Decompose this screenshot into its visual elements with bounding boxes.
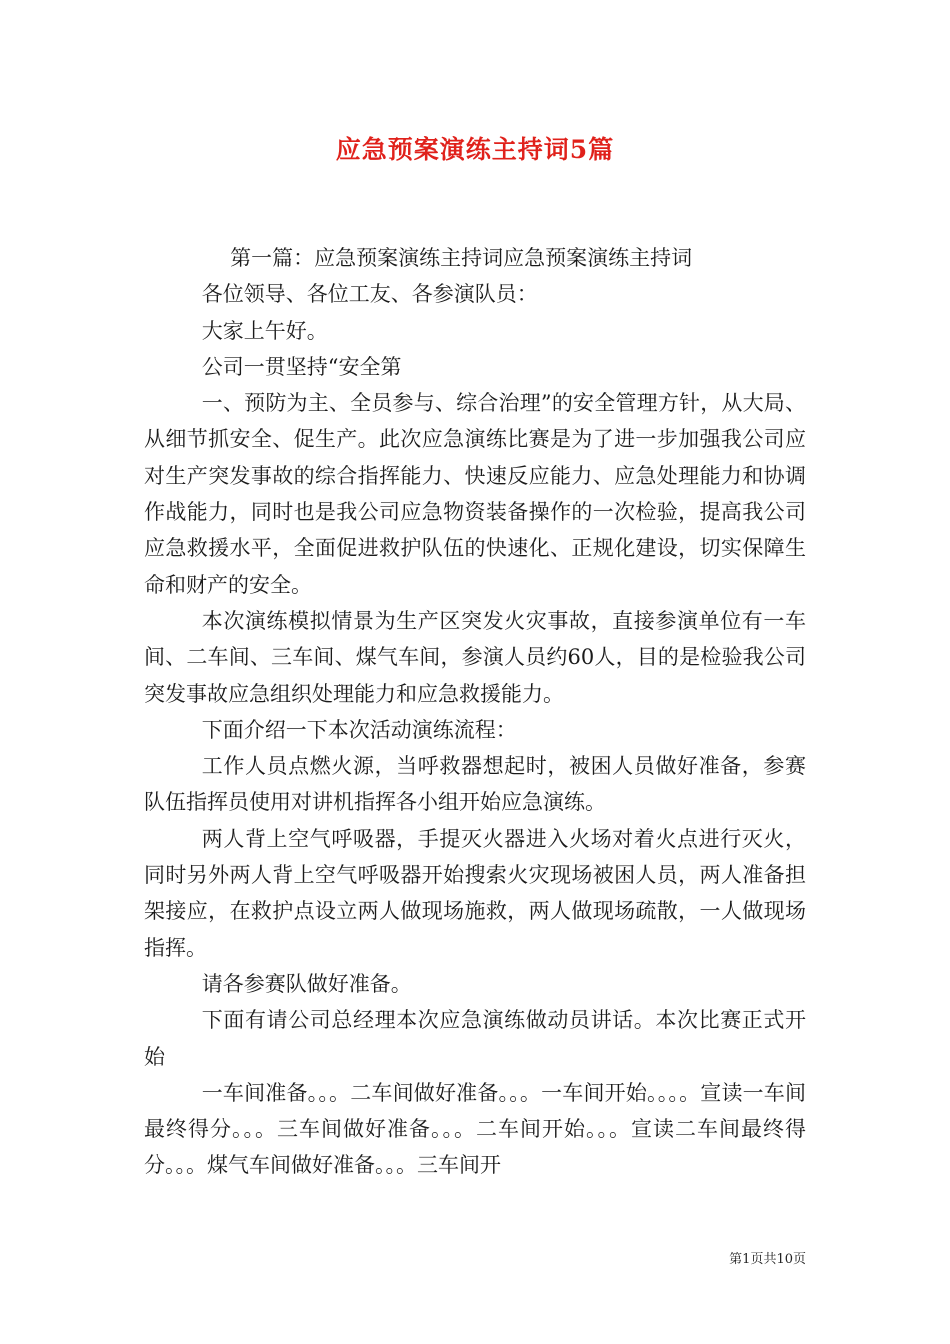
- paragraph: 本次演练模拟情景为生产区突发火灾事故，直接参演单位有一车间、二车间、三车间、煤气车间，参演人员约60人，目的是检验我公司突发事故应急组织处理能力和应急救援能力。: [144, 608, 806, 706]
- paragraph: 公司一贯坚持“安全第: [201, 354, 402, 379]
- document-title: 应急预案演练主持词5篇: [335, 135, 615, 164]
- paragraph: 工作人员点燃火源，当呼救器想起时，被困人员做好准备，参赛队伍指挥员使用对讲机指挥各小组开始应急演练。: [144, 754, 806, 815]
- paragraph: 下面有请公司总经理本次应急演练做动员讲话。本次比赛正式开始: [144, 1008, 806, 1069]
- paragraph: 大家上午好。: [201, 318, 328, 343]
- paragraph: 各位领导、各位工友、各参演队员：: [201, 282, 538, 307]
- document-body: [144, 240, 806, 1184]
- paragraph: 一车间准备。。。二车间做好准备。。。一车间开始。。。。宣读一车间最终得分。。。三车间做好准备。。。二车间开始。。。宣读二车间最终得分。。。煤气车间做好准备。。。三车间开: [144, 1080, 806, 1178]
- paragraph: 两人背上空气呼吸器，手提灭火器进入火场对着火点进行灭火，同时另外两人背上空气呼吸器开始搜索火灾现场被困人员，两人准备担架接应，在救护点设立两人做现场施救，两人做现场疏散，一人做现场指挥。: [144, 826, 806, 960]
- paragraph: 第一篇：应急预案演练主持词应急预案演练主持词: [230, 246, 693, 270]
- paragraph: 一、预防为主、全员参与、综合治理”的安全管理方针，从大局、从细节抓安全、促生产。此次应急演练比赛是为了进一步加强我公司应对生产突发事故的综合指挥能力、快速反应能力、应急处理能力和协调作战能力，同时也是我公司应急物资装备操作的一次检验，提高我公司应急救援水平，全面促进救护队伍的快速化、正规化建设，切实保障生命和财产的安全。: [144, 391, 806, 597]
- paragraph: 请各参赛队做好准备。: [201, 971, 412, 996]
- paragraph: 下面介绍一下本次活动演练流程：: [201, 717, 517, 742]
- page-number: 第1页共10页: [729, 1252, 806, 1267]
